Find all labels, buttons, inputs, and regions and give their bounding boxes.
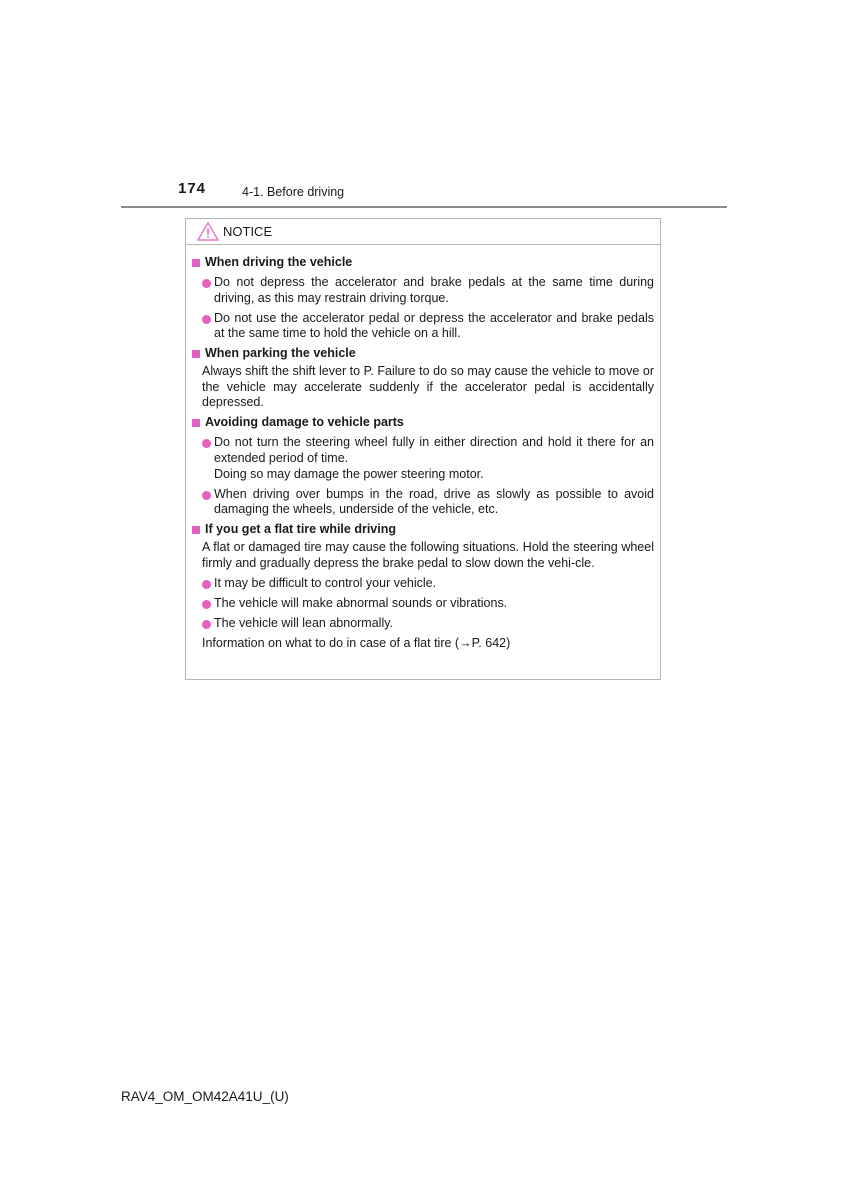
list-item-text: The vehicle will lean abnormally. [214,615,394,630]
list-item-text: It may be difficult to control your vehicle. [214,575,437,590]
list-item [190,435,654,482]
section-heading [190,522,654,538]
round-bullet-icon [202,279,211,288]
section-heading-text: If you get a flat tire while driving [205,522,396,537]
paragraph: A flat or damaged tire may cause the following situations. Hold the steering wheel firmly and gradually depress the brake pedal to slow down the vehi-cle. [202,540,654,570]
list-item [190,275,654,306]
round-bullet-icon [202,620,211,629]
list-item-text: Do not turn the steering wheel fully in either direction and hold it there for an extended period of time. [214,435,654,466]
closing-paragraph: Information on what to do in case of a flat tire (→P. 642) [202,635,511,650]
square-bullet-icon [192,259,200,267]
list-item [190,487,654,518]
list-item-text: Do not use the accelerator pedal or depress the accelerator and brake pedals at the same time to hold the vehicle on a hill. [214,310,654,341]
square-bullet-icon [192,419,200,427]
list-item-text: Do not depress the accelerator and brake pedals at the same time during driving, as this may restrain driving torque. [214,275,654,305]
section-title: 4-1. Before driving [242,185,345,199]
section-heading-text: Avoiding damage to vehicle parts [205,415,404,430]
section-heading-text: When parking the vehicle [205,346,356,361]
notice-header [186,219,660,245]
paragraph: Always shift the shift lever to P. Failure to do so may cause the vehicle to move or the vehicle may accelerate suddenly if the accelerator pedal is accidentally depressed. [202,364,654,410]
page-number: 174 [178,180,207,197]
notice-title: NOTICE [223,224,273,239]
list-item [190,311,654,342]
notice-body [186,245,660,652]
list-item-text: The vehicle will make abnormal sounds or vibrations. [214,595,508,610]
list-item [190,576,654,592]
section-heading-text: When driving the vehicle [205,255,353,269]
round-bullet-icon [202,580,211,589]
list-item [190,596,654,612]
round-bullet-icon [202,491,211,500]
round-bullet-icon [202,315,211,324]
round-bullet-icon [202,439,211,448]
section-heading [190,415,654,431]
header-rule [121,206,727,208]
notice-box [185,218,661,680]
square-bullet-icon [192,350,200,358]
list-item [190,616,654,632]
section-heading [190,255,654,271]
round-bullet-icon [202,600,211,609]
warning-icon [197,222,219,241]
list-item-followup: Doing so may damage the power steering motor. [214,466,484,481]
list-item-text: When driving over bumps in the road, drive as slowly as possible to avoid damaging the wheels, underside of the vehicle, etc. [214,486,654,517]
section-heading [190,346,654,362]
square-bullet-icon [192,526,200,534]
footer-doc-id: RAV4_OM_OM42A41U_(U) [121,1089,289,1104]
